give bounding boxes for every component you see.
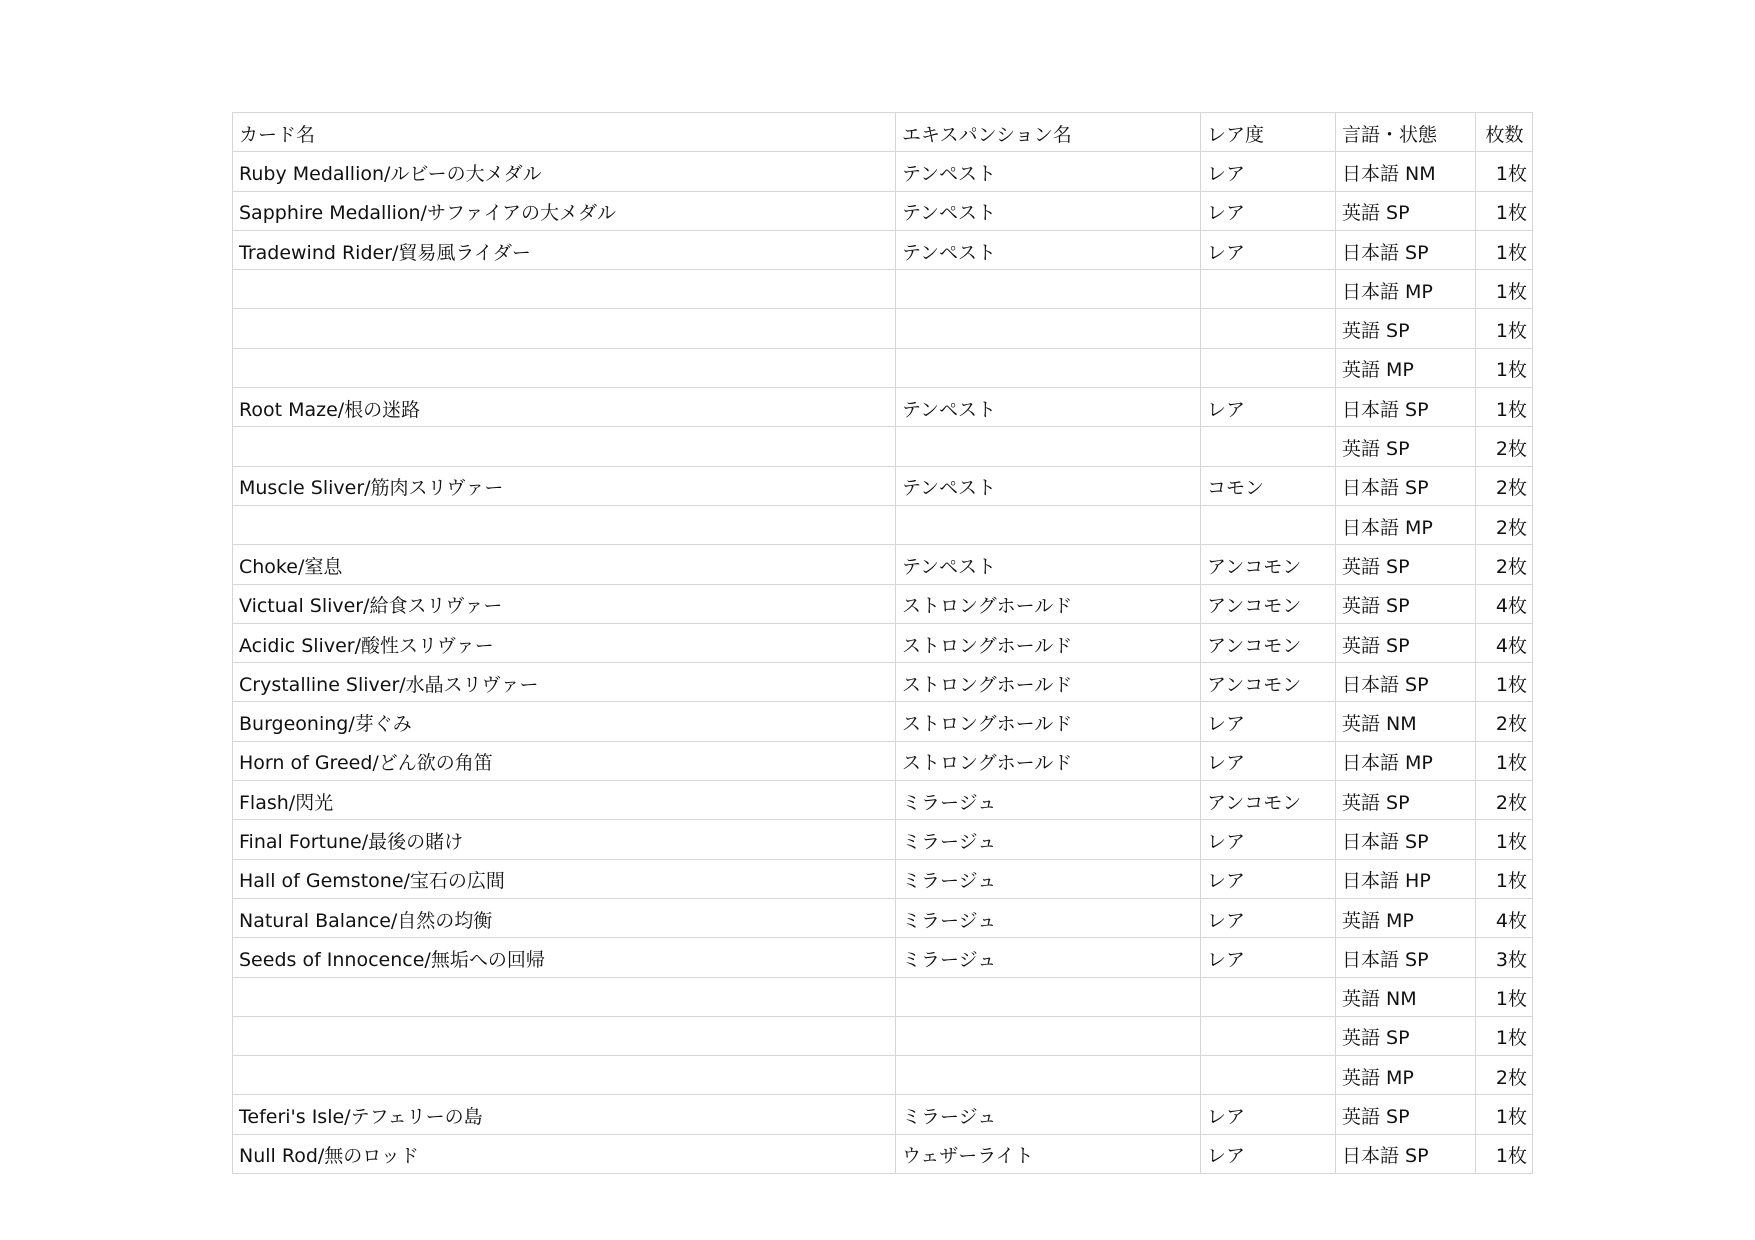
table-row xyxy=(233,977,1533,1016)
table-row xyxy=(233,545,1533,584)
cell-expansion: ウェザーライト xyxy=(896,1134,1201,1173)
cell-language-condition: 英語 NM xyxy=(1336,702,1476,741)
cell-language-condition: 日本語 SP xyxy=(1336,230,1476,269)
cell-card-name: Seeds of Innocence/無垢への回帰 xyxy=(233,938,896,977)
cell-expansion: ミラージュ xyxy=(896,820,1201,859)
cell-rarity: アンコモン xyxy=(1201,545,1336,584)
cell-rarity: レア xyxy=(1201,191,1336,230)
cell-card-name: Teferi's Isle/テフェリーの島 xyxy=(233,1095,896,1134)
cell-expansion: ミラージュ xyxy=(896,938,1201,977)
header-rarity: レア度 xyxy=(1201,113,1336,152)
cell-expansion xyxy=(896,1016,1201,1055)
cell-count: 1枚 xyxy=(1476,1016,1533,1055)
table-row xyxy=(233,781,1533,820)
cell-expansion xyxy=(896,1056,1201,1095)
cell-count: 1枚 xyxy=(1476,977,1533,1016)
cell-language-condition: 英語 SP xyxy=(1336,1016,1476,1055)
cell-rarity xyxy=(1201,309,1336,348)
cell-language-condition: 英語 SP xyxy=(1336,427,1476,466)
cell-count: 1枚 xyxy=(1476,230,1533,269)
table-row xyxy=(233,663,1533,702)
cell-expansion: ストロングホールド xyxy=(896,584,1201,623)
table-row xyxy=(233,898,1533,937)
cell-language-condition: 日本語 SP xyxy=(1336,466,1476,505)
cell-count: 1枚 xyxy=(1476,388,1533,427)
cell-rarity xyxy=(1201,348,1336,387)
cell-language-condition: 日本語 MP xyxy=(1336,741,1476,780)
cell-count: 2枚 xyxy=(1476,427,1533,466)
cell-count: 1枚 xyxy=(1476,191,1533,230)
cell-language-condition: 英語 SP xyxy=(1336,545,1476,584)
cell-card-name xyxy=(233,977,896,1016)
cell-count: 4枚 xyxy=(1476,623,1533,662)
table-row xyxy=(233,702,1533,741)
table-row xyxy=(233,1056,1533,1095)
cell-expansion: テンペスト xyxy=(896,388,1201,427)
cell-rarity: レア xyxy=(1201,702,1336,741)
cell-rarity: アンコモン xyxy=(1201,663,1336,702)
table-row xyxy=(233,505,1533,544)
cell-language-condition: 英語 SP xyxy=(1336,191,1476,230)
cell-card-name: Final Fortune/最後の賭け xyxy=(233,820,896,859)
cell-rarity: レア xyxy=(1201,388,1336,427)
cell-rarity xyxy=(1201,270,1336,309)
cell-language-condition: 英語 NM xyxy=(1336,977,1476,1016)
cell-language-condition: 日本語 SP xyxy=(1336,388,1476,427)
cell-rarity xyxy=(1201,505,1336,544)
cell-card-name: Tradewind Rider/貿易風ライダー xyxy=(233,230,896,269)
cell-rarity: レア xyxy=(1201,152,1336,191)
cell-card-name: Acidic Sliver/酸性スリヴァー xyxy=(233,623,896,662)
cell-card-name xyxy=(233,1016,896,1055)
table-row xyxy=(233,1016,1533,1055)
cell-expansion: ミラージュ xyxy=(896,898,1201,937)
cell-rarity: コモン xyxy=(1201,466,1336,505)
cell-rarity: レア xyxy=(1201,938,1336,977)
cell-count: 2枚 xyxy=(1476,545,1533,584)
cell-expansion xyxy=(896,977,1201,1016)
cell-card-name xyxy=(233,270,896,309)
cell-count: 2枚 xyxy=(1476,466,1533,505)
cell-language-condition: 英語 SP xyxy=(1336,584,1476,623)
cell-rarity xyxy=(1201,977,1336,1016)
cell-card-name: Muscle Sliver/筋肉スリヴァー xyxy=(233,466,896,505)
cell-expansion: ミラージュ xyxy=(896,859,1201,898)
cell-language-condition: 日本語 SP xyxy=(1336,938,1476,977)
cell-card-name: Horn of Greed/どん欲の角笛 xyxy=(233,741,896,780)
cell-language-condition: 英語 MP xyxy=(1336,898,1476,937)
cell-count: 1枚 xyxy=(1476,820,1533,859)
cell-language-condition: 日本語 HP xyxy=(1336,859,1476,898)
cell-card-name: Sapphire Medallion/サファイアの大メダル xyxy=(233,191,896,230)
cell-count: 1枚 xyxy=(1476,348,1533,387)
table-row xyxy=(233,427,1533,466)
cell-card-name: Null Rod/無のロッド xyxy=(233,1134,896,1173)
cell-rarity: レア xyxy=(1201,820,1336,859)
cell-rarity xyxy=(1201,1056,1336,1095)
table-row xyxy=(233,191,1533,230)
cell-language-condition: 英語 MP xyxy=(1336,1056,1476,1095)
cell-count: 1枚 xyxy=(1476,309,1533,348)
cell-rarity: レア xyxy=(1201,1134,1336,1173)
table-row xyxy=(233,1095,1533,1134)
cell-count: 1枚 xyxy=(1476,270,1533,309)
cell-language-condition: 英語 SP xyxy=(1336,309,1476,348)
cell-rarity: レア xyxy=(1201,898,1336,937)
table-row xyxy=(233,820,1533,859)
cell-expansion xyxy=(896,348,1201,387)
cell-rarity xyxy=(1201,427,1336,466)
cell-expansion: テンペスト xyxy=(896,230,1201,269)
cell-count: 1枚 xyxy=(1476,152,1533,191)
cell-language-condition: 英語 SP xyxy=(1336,1095,1476,1134)
cell-card-name: Victual Sliver/給食スリヴァー xyxy=(233,584,896,623)
cell-card-name: Burgeoning/芽ぐみ xyxy=(233,702,896,741)
cell-rarity: レア xyxy=(1201,230,1336,269)
cell-expansion xyxy=(896,505,1201,544)
cell-expansion: テンペスト xyxy=(896,545,1201,584)
cell-card-name: Crystalline Sliver/水晶スリヴァー xyxy=(233,663,896,702)
cell-language-condition: 英語 MP xyxy=(1336,348,1476,387)
cell-card-name xyxy=(233,348,896,387)
cell-expansion: ミラージュ xyxy=(896,781,1201,820)
cell-count: 1枚 xyxy=(1476,1134,1533,1173)
table-row xyxy=(233,466,1533,505)
card-inventory-table xyxy=(232,112,1533,1174)
cell-expansion xyxy=(896,270,1201,309)
cell-rarity: レア xyxy=(1201,1095,1336,1134)
cell-expansion xyxy=(896,309,1201,348)
table-row xyxy=(233,388,1533,427)
table-row xyxy=(233,348,1533,387)
cell-language-condition: 日本語 SP xyxy=(1336,663,1476,702)
cell-count: 4枚 xyxy=(1476,898,1533,937)
cell-rarity xyxy=(1201,1016,1336,1055)
cell-rarity: レア xyxy=(1201,741,1336,780)
cell-expansion: ミラージュ xyxy=(896,1095,1201,1134)
cell-card-name xyxy=(233,505,896,544)
cell-card-name: Hall of Gemstone/宝石の広間 xyxy=(233,859,896,898)
cell-count: 1枚 xyxy=(1476,859,1533,898)
cell-count: 3枚 xyxy=(1476,938,1533,977)
header-card-name: カード名 xyxy=(233,113,896,152)
cell-count: 1枚 xyxy=(1476,663,1533,702)
cell-rarity: レア xyxy=(1201,859,1336,898)
table-row xyxy=(233,584,1533,623)
table-row xyxy=(233,270,1533,309)
cell-language-condition: 日本語 MP xyxy=(1336,270,1476,309)
cell-rarity: アンコモン xyxy=(1201,584,1336,623)
table-row xyxy=(233,152,1533,191)
cell-count: 1枚 xyxy=(1476,741,1533,780)
cell-card-name: Natural Balance/自然の均衡 xyxy=(233,898,896,937)
table-row xyxy=(233,309,1533,348)
cell-card-name: Ruby Medallion/ルビーの大メダル xyxy=(233,152,896,191)
header-language-condition: 言語・状態 xyxy=(1336,113,1476,152)
cell-language-condition: 英語 SP xyxy=(1336,781,1476,820)
cell-expansion: ストロングホールド xyxy=(896,702,1201,741)
header-expansion: エキスパンション名 xyxy=(896,113,1201,152)
cell-expansion xyxy=(896,427,1201,466)
table-row xyxy=(233,741,1533,780)
cell-count: 2枚 xyxy=(1476,1056,1533,1095)
cell-expansion: テンペスト xyxy=(896,191,1201,230)
cell-rarity: アンコモン xyxy=(1201,781,1336,820)
table-row xyxy=(233,230,1533,269)
cell-expansion: テンペスト xyxy=(896,152,1201,191)
table-row xyxy=(233,938,1533,977)
table-row xyxy=(233,623,1533,662)
cell-card-name: Root Maze/根の迷路 xyxy=(233,388,896,427)
header-row xyxy=(233,113,1533,152)
cell-language-condition: 日本語 MP xyxy=(1336,505,1476,544)
cell-expansion: ストロングホールド xyxy=(896,623,1201,662)
cell-card-name: Flash/閃光 xyxy=(233,781,896,820)
cell-expansion: ストロングホールド xyxy=(896,741,1201,780)
cell-expansion: ストロングホールド xyxy=(896,663,1201,702)
cell-count: 2枚 xyxy=(1476,702,1533,741)
cell-expansion: テンペスト xyxy=(896,466,1201,505)
cell-card-name xyxy=(233,309,896,348)
cell-card-name: Choke/窒息 xyxy=(233,545,896,584)
table-row xyxy=(233,1134,1533,1173)
cell-card-name xyxy=(233,1056,896,1095)
cell-count: 1枚 xyxy=(1476,1095,1533,1134)
cell-count: 2枚 xyxy=(1476,781,1533,820)
cell-rarity: アンコモン xyxy=(1201,623,1336,662)
cell-language-condition: 日本語 NM xyxy=(1336,152,1476,191)
cell-language-condition: 日本語 SP xyxy=(1336,820,1476,859)
cell-language-condition: 英語 SP xyxy=(1336,623,1476,662)
header-count: 枚数 xyxy=(1476,113,1533,152)
cell-card-name xyxy=(233,427,896,466)
cell-count: 2枚 xyxy=(1476,505,1533,544)
cell-count: 4枚 xyxy=(1476,584,1533,623)
table-row xyxy=(233,859,1533,898)
cell-language-condition: 日本語 SP xyxy=(1336,1134,1476,1173)
